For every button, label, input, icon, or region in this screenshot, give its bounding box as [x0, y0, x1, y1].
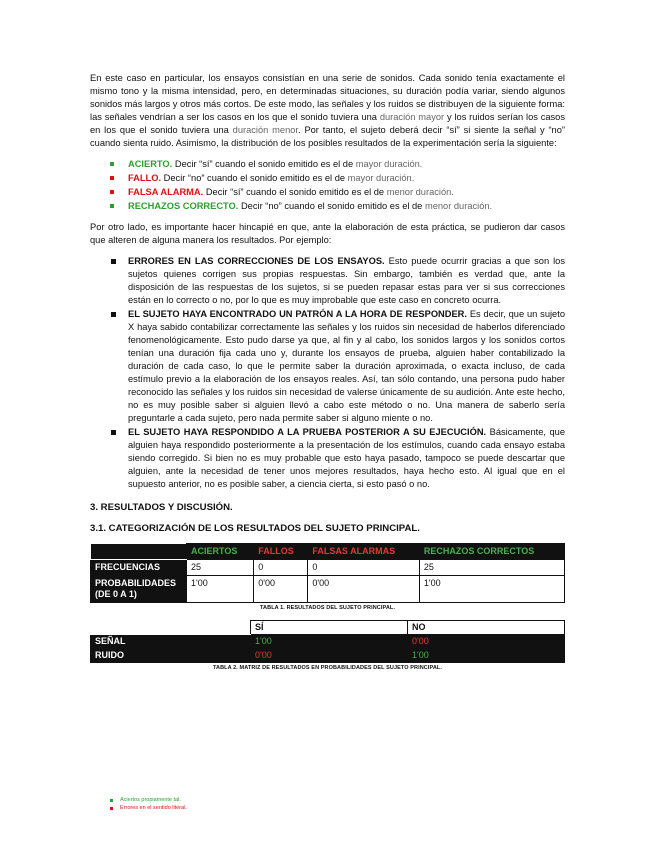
table-row: RUIDO 0'00 1'00 [91, 649, 565, 663]
intro-soft-1: duración mayor [379, 112, 445, 122]
table-row: SEÑAL 1'00 0'00 [91, 635, 565, 649]
header-rechazos-correctos: RECHAZOS CORRECTOS [419, 544, 564, 560]
errors-list [110, 255, 565, 491]
results-table [90, 543, 565, 603]
intro-soft-2: duración menor [232, 125, 299, 135]
header-no: NO [408, 621, 565, 635]
matrix-header [91, 621, 565, 635]
footnotes [110, 796, 187, 812]
paragraph-2: Por otro lado, es importante hacer hincapié en que, ante la elaboración de esta práctica, se pudieron dar casos que alteren de alguna manera los resultados. Por ejemplo: [90, 222, 565, 245]
footnote-2: Errores en el sentido literal. [110, 804, 187, 812]
outcomes-list [110, 158, 565, 213]
header-falsas-alarmas: FALSAS ALARMAS [308, 544, 419, 560]
section-title: 3. RESULTADOS Y DISCUSIÓN. [90, 502, 233, 513]
error-item-3: EL SUJETO HAYA RESPONDIDO A LA PRUEBA POSTERIOR A SU EJECUCIÓN. Básicamente, que alguien haya respondido posteriormente a la presentación de los estímulos, cuando cada ensayo estaba siendo corregido. Si bien no es muy probable que esto haya pasado, tampoco se puede descartar que alguien, ante la necesidad de tener unos mejores resultados, haya hecho esto. Al igual que en el supuesto anterior, no es posible saber, a ciencia cierta, si esto pasó o no. [110, 426, 565, 491]
footnote-1: Aciertos propiamente tal. [110, 796, 187, 804]
results-table-header [91, 544, 565, 560]
table-row: FRECUENCIAS 25 0 0 25 [91, 560, 565, 576]
intro-paragraph [90, 72, 565, 150]
table-row: PROBABILIDADES (DE 0 A 1) 1'00 0'00 0'00 1'00 [91, 576, 565, 603]
error-item-2: EL SUJETO HAYA ENCONTRADO UN PATRÓN A LA HORA DE RESPONDER. Es decir, que un sujeto X haya sabido contabilizar correctamente las señales y los ruidos sin necesidad de haberlos diferenciado fenomenológicamente. Esto pudo darse ya que, al fin y al cabo, los sonidos largos y los sonidos cortos tenían una duración fija cada uno y, durante los ensayos de prueba, alguien haber contabilizado la duración de cada caso, lo que le permite saber la duración aproximada, o exacta incluso, de cada estímulo previo a la elaboración de los ensayos reales. Así, tan sólo contando, una persona pudo haber reconocido las señales y los ruidos sin necesidad de valerse únicamente de su audición. Ante este hecho, no es muy posible saber si alguien llevó a cabo este método o no. Una manera de saberlo sería preguntarle a cada sujeto, pero nada permite saber si alguno miente o no. [110, 308, 565, 425]
intro-text-3: . Por tanto, el sujeto deberá decir “sí” si siente la señal y “no” cuando sienta ruido. Asimismo, la distribución de los posibles resultados de la experimentación sería la siguiente: [90, 125, 565, 148]
intro-text-2: y los ruidos serían los casos en los que el sonido tuviera una [90, 112, 566, 135]
outcome-acierto: ACIERTO. Decir “sí” cuando el sonido emitido es el de mayor duración. [110, 158, 565, 171]
document-page [90, 72, 565, 672]
outcome-rechazo-correcto: RECHAZOS CORRECTO. Decir “no” cuando el sonido emitido es el de menor duración. [110, 200, 565, 213]
intro-text-1: En este caso en particular, los ensayos consistían en una serie de sonidos. Cada sonido tenía exactamente el mismo tono y la misma intensidad, pero, en determinadas situaciones, su duración podía variar, siendo algunos sonidos más largos y otros más cortos. De este modo, las señales y los ruidos se distribuyen de la siguiente forma: las señales vendrían a ser los casos en los que el sonido tuviera una [90, 73, 565, 122]
table2-caption: TABLA 2. MATRIZ DE RESULTADOS EN PROBABILIDADES DEL SUJETO PRINCIPAL. [212, 665, 443, 671]
subsection-title: 3.1. CATEGORIZACIÓN DE LOS RESULTADOS DEL SUJETO PRINCIPAL. [90, 523, 420, 534]
outcome-fallo: FALLO. Decir “no” cuando el sonido emitido es el de mayor duración. [110, 172, 565, 185]
header-fallos: FALLOS [254, 544, 308, 560]
matrix-table [90, 620, 565, 663]
header-aciertos: ACIERTOS [187, 544, 254, 560]
table1-caption: TABLA 1. RESULTADOS DEL SUJETO PRINCIPAL. [260, 605, 395, 611]
error-item-1: ERRORES EN LAS CORRECCIONES DE LOS ENSAYOS. Esto puede ocurrir gracias a que son los sujetos quienes corrigen sus propias respuestas. Sin embargo, también es verdad que, ante la disposición de las respuestas de los sujetos, si se pueden repasar estas para ver si sus correcciones están en lo correcto o no, por lo que es muy improbable que este caso en concreto ocurra. [110, 255, 565, 307]
outcome-falsa-alarma: FALSA ALARMA. Decir “sí” cuando el sonido emitido es el de menor duración. [110, 186, 565, 199]
header-si: SÍ [251, 621, 408, 635]
